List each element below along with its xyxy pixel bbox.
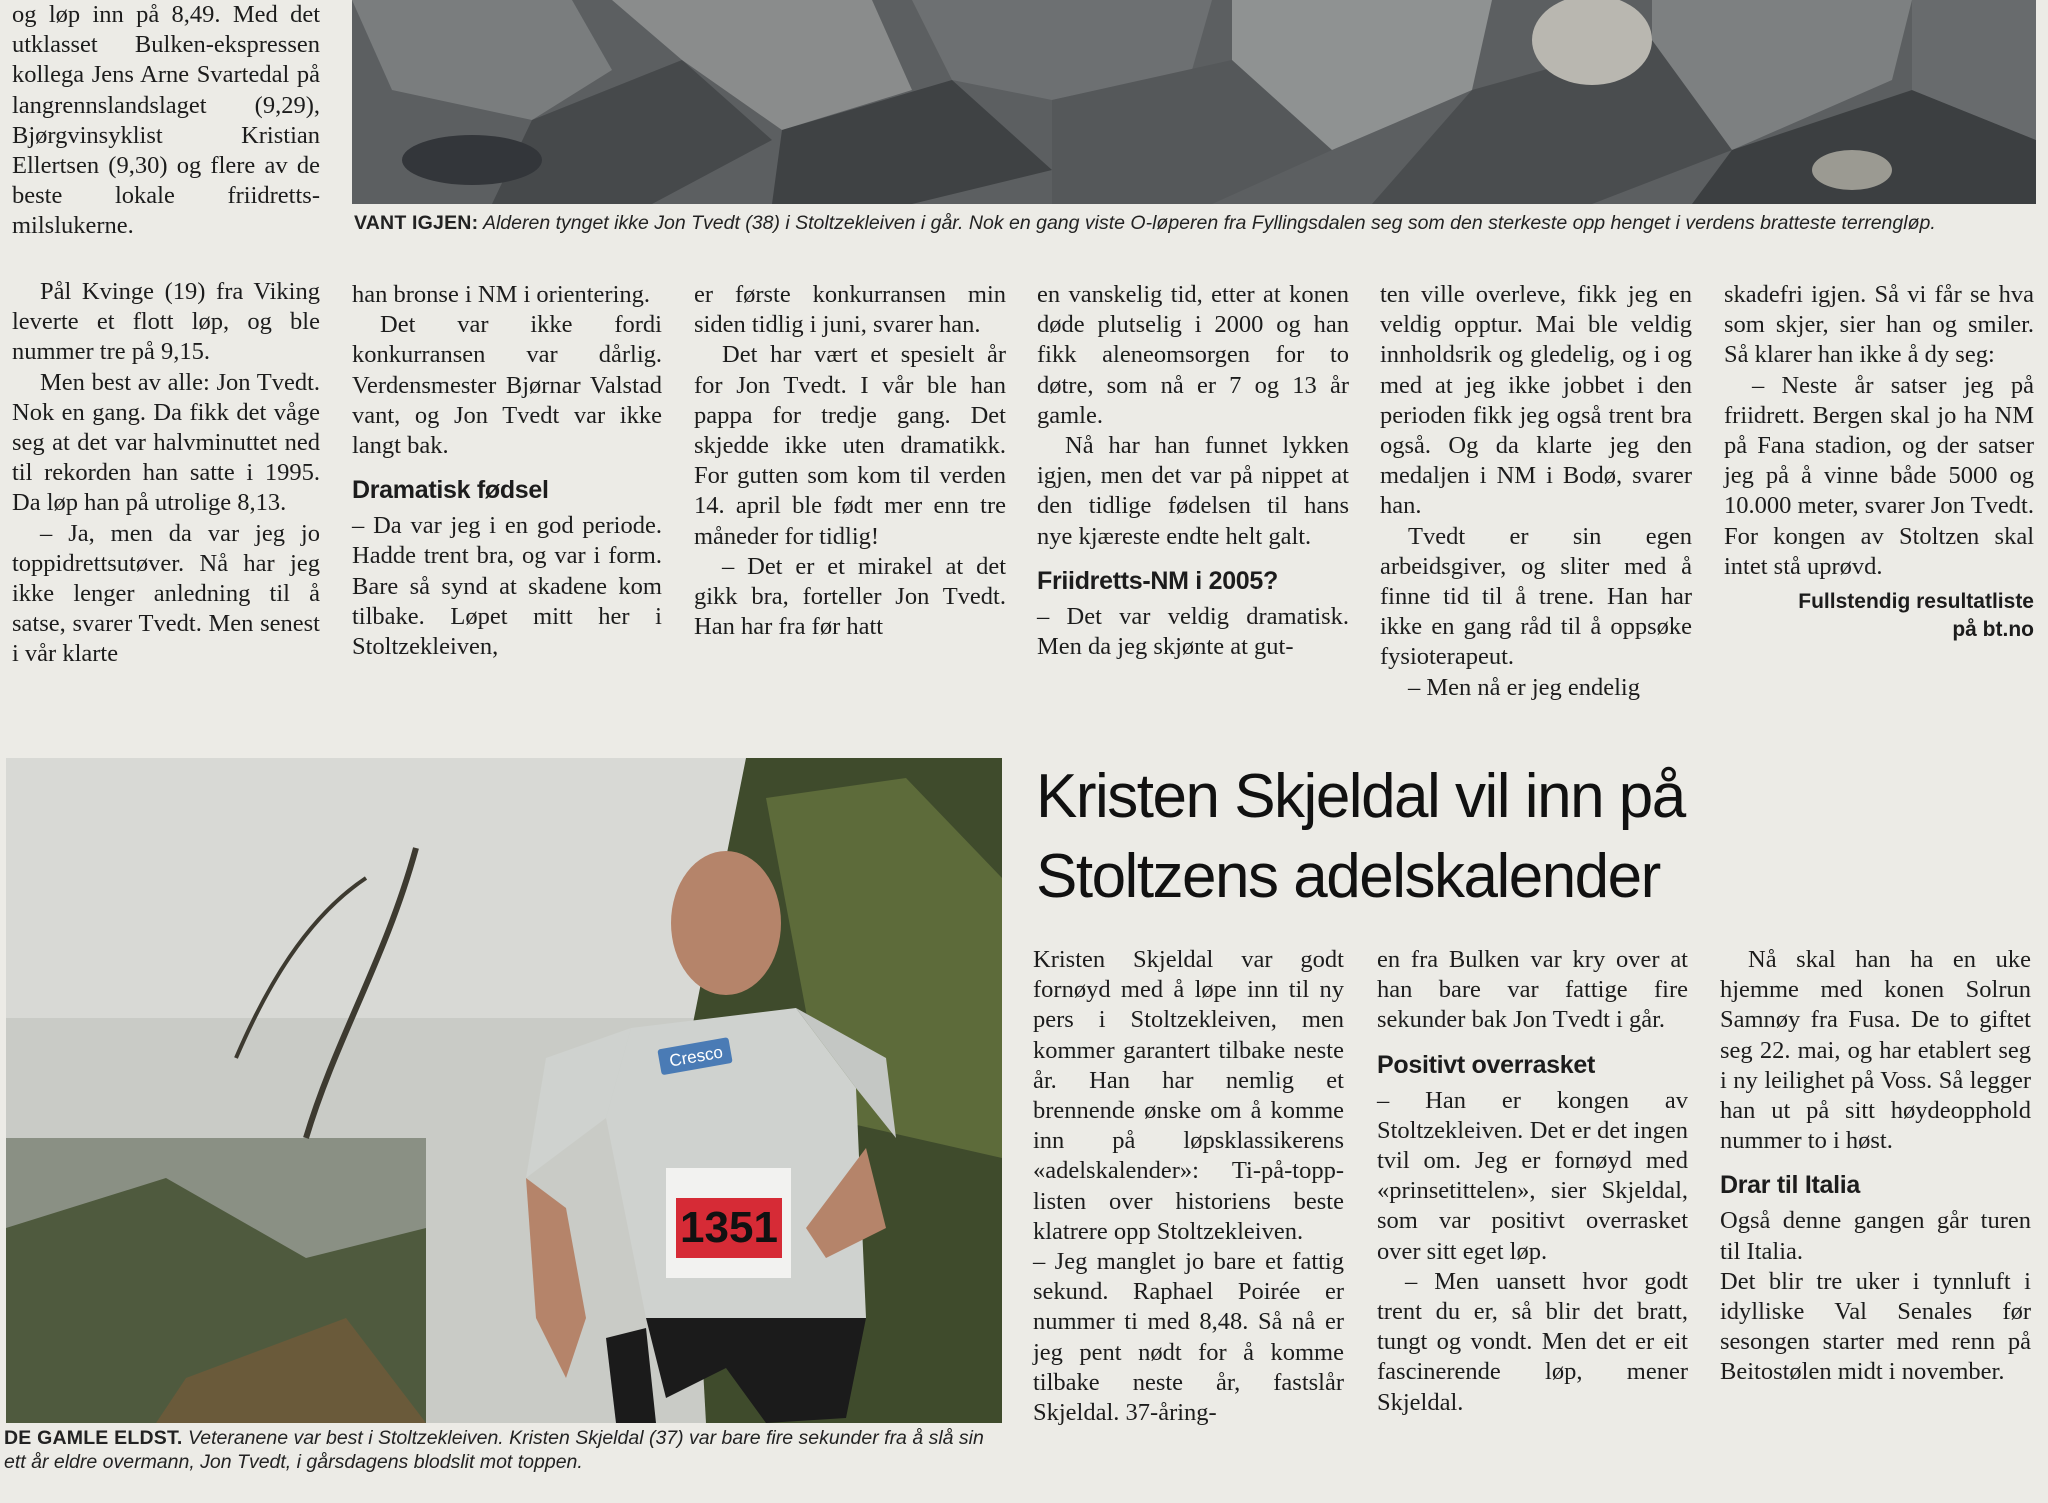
paragraph: Pål Kvinge (19) fra Viking leverte et flott løp, og ble nummer tre på 9,15. (12, 278, 320, 366)
paragraph: han bronse i NM i orientering. (352, 281, 651, 308)
paragraph: Tvedt er sin egen arbeidsgiver, og sliter med å finne tid til å trene. Han har ikke en gang råd til å oppsøke fysioterapeut. (1380, 522, 1692, 671)
subheading-drar-til-italia: Drar til Italia (1720, 1171, 1860, 1200)
paragraph: Nå har han funnet lykken igjen, men det var på nippet at den tidlige fødelsen til hans nye kjæreste endte helt galt. (1037, 432, 1349, 550)
article2-headline (1036, 757, 2036, 917)
paragraph: – Det er et mirakel at det gikk bra, forteller Jon Tvedt. Han har fra før hatt (694, 552, 1006, 641)
paragraph: Det har vært et spesielt år for Jon Tvedt. I vår ble han pappa for tredje gang. Det skjedde ikke uten dramatikk. For gutten som kom til verden 14. april ble født mer enn tre måneder for tidlig! (694, 341, 1006, 550)
article1-col2 (352, 280, 662, 662)
paragraph: en vanskelig tid, etter at konen døde plutselig i 2000 og han fikk aleneomsorgen for to døtre, som nå er 7 og 13 år gamle. (1037, 281, 1349, 429)
article1-col6 (1724, 280, 2034, 644)
subheading-positivt-overrasket: Positivt overrasket (1377, 1050, 1596, 1079)
caption-text: Alderen tynget ikke Jon Tvedt (38) i Stoltzekleiven i går. Nok en gang viste O-løperen fra Fyllingsdalen seg som den sterkeste opp henget i verdens bratteste terrengløp. (482, 212, 1936, 234)
runner-photo-caption (4, 1426, 1004, 1474)
top-photo (352, 0, 2036, 204)
article1-col5 (1380, 280, 1692, 703)
headline-line: Stoltzens adelskalender (1036, 842, 1660, 911)
caption-label: VANT IGJEN: (354, 212, 479, 234)
top-photo-caption (354, 211, 2034, 235)
paragraph: – Neste år satser jeg på friidrett. Bergen skal jo ha NM på Fana stadion, og der satser jeg på å vinne både 5000 og 10.000 meter, svarer Jon Tvedt. For kongen av Stoltzen skal intet stå uprøvd. (1724, 371, 2034, 580)
article1-col1-top (12, 0, 320, 242)
paragraph: Det var ikke fordi konkurransen var dårlig. Verdensmester Bjørnar Valstad vant, og Jon Tvedt var ikke langt bak. (352, 311, 662, 460)
bib-number: 1351 (680, 1203, 778, 1252)
paragraph: – Jeg manglet jo bare et fattig sekund. Raphael Poirée er nummer ti med 8,48. Så nå er jeg pent nødt for å komme tilbake neste år, fastslår Skjeldal. 37-åring- (1033, 1248, 1344, 1427)
subheading-friidretts-nm: Friidretts-NM i 2005? (1037, 566, 1278, 595)
article1-col1 (12, 277, 320, 670)
paragraph: skadefri igjen. Så vi får se hva som skjer, sier han og smiler. Så klarer han ikke å dy seg: (1724, 281, 2034, 369)
paragraph: – Da var jeg i en god periode. Hadde trent bra, og var i form. Bare så synd at skadene kom tilbake. Løpet mitt her i Stoltzekleiven, (352, 512, 662, 661)
headline-line: Kristen Skjeldal vil inn på (1036, 762, 1685, 831)
runner-photo (6, 758, 1002, 1423)
article1-col4 (1037, 280, 1349, 662)
paragraph: en fra Bulken var kry over at han bare var fattige fire sekunder bak Jon Tvedt i går. (1377, 946, 1688, 1034)
article2-col2 (1377, 945, 1688, 1418)
article1-col3 (694, 280, 1006, 642)
ref-line: Fullstendig resultatliste (1798, 590, 2034, 614)
paragraph: Kristen Skjeldal var godt fornøyd med å løpe inn til ny pers i Stoltzekleiven, men kommer garantert tilbake neste år. Han har nemlig et brennende ønske om å komme inn på løpsklassikerens «adelskalender»: Ti-på-topp-listen over historiens beste klatrere opp Stoltzekleiven. (1033, 946, 1344, 1245)
paragraph: Men best av alle: Jon Tvedt. Nok en gang. Da fikk det våge seg at det var halvminuttet ned til rekorden han satte i 1995. Da løp han på utrolige 8,13. (12, 368, 320, 517)
rocks-image (352, 0, 2036, 204)
paragraph: Nå skal han ha en uke hjemme med konen Solrun Samnøy fra Fusa. De to giftet seg 22. mai, og har etablert seg i ny leilighet på Voss. Så legger han ut på sitt høydeopphold nummer to i høst. (1720, 946, 2031, 1155)
paragraph: ten ville overleve, fikk jeg en veldig opptur. Mai ble veldig innholdsrik og gledelig, og i og med at jeg ikke jobbet i den perioden fikk jeg også trent bra også. Og da klarte jeg den medaljen i NM i Bodø, svarer han. (1380, 281, 1692, 520)
results-reference (1724, 588, 2034, 644)
paragraph: – Ja, men da var jeg jo toppidrettsutøver. Nå har jeg ikke lenger anledning til å satse, svarer Tvedt. Men senest i vår klarte (12, 519, 320, 668)
paragraph: Det blir tre uker i tynnluft i idylliske Val Senales før sesongen starter med renn på Beitostølen midt i november. (1720, 1267, 2031, 1386)
paragraph: – Men nå er jeg endelig (1408, 673, 1640, 701)
paragraph: – Det var veldig dramatisk. Men da jeg skjønte at gut- (1037, 602, 1349, 661)
ref-line: på bt.no (1952, 618, 2034, 642)
paragraph: – Men uansett hvor godt trent du er, så blir det bratt, tungt og vondt. Men det er eit fascinerende løp, mener Skjeldal. (1377, 1267, 1688, 1416)
sponsor-logo: Cresco (667, 1042, 725, 1071)
paragraph: – Han er kongen av Stoltzekleiven. Det er det ingen tvil om. Jeg er fornøyd med «prinsetittelen», sier Skjeldal, som var positivt overrasket over sitt eget løp. (1377, 1086, 1688, 1265)
subheading-dramatisk-fodsel: Dramatisk fødsel (352, 476, 549, 505)
caption-text: Veteranene var best i Stoltzekleiven. Kristen Skjeldal (37) var bare fire sekunder fra å slå sin ett år eldre overmann, Jon Tvedt, i gårsdagens blodslit mot toppen. (4, 1427, 984, 1473)
article2-col1 (1033, 945, 1344, 1428)
article2-col3 (1720, 945, 2031, 1388)
paragraph: Også denne gangen går turen til Italia. (1720, 1207, 2031, 1265)
paragraph: er første konkurransen min siden tidlig i juni, svarer han. (694, 281, 1006, 339)
runner-image (6, 758, 1002, 1423)
paragraph: og løp inn på 8,49. Med det utklasset Bulken-ekspressen kollega Jens Arne Svartedal på langrennslandslaget (9,29), Bjørgvinsyklist Kristian Ellertsen (9,30) og flere av de beste lokale friidretts-milslukerne. (12, 1, 320, 240)
caption-label: DE GAMLE ELDST. (4, 1427, 183, 1449)
